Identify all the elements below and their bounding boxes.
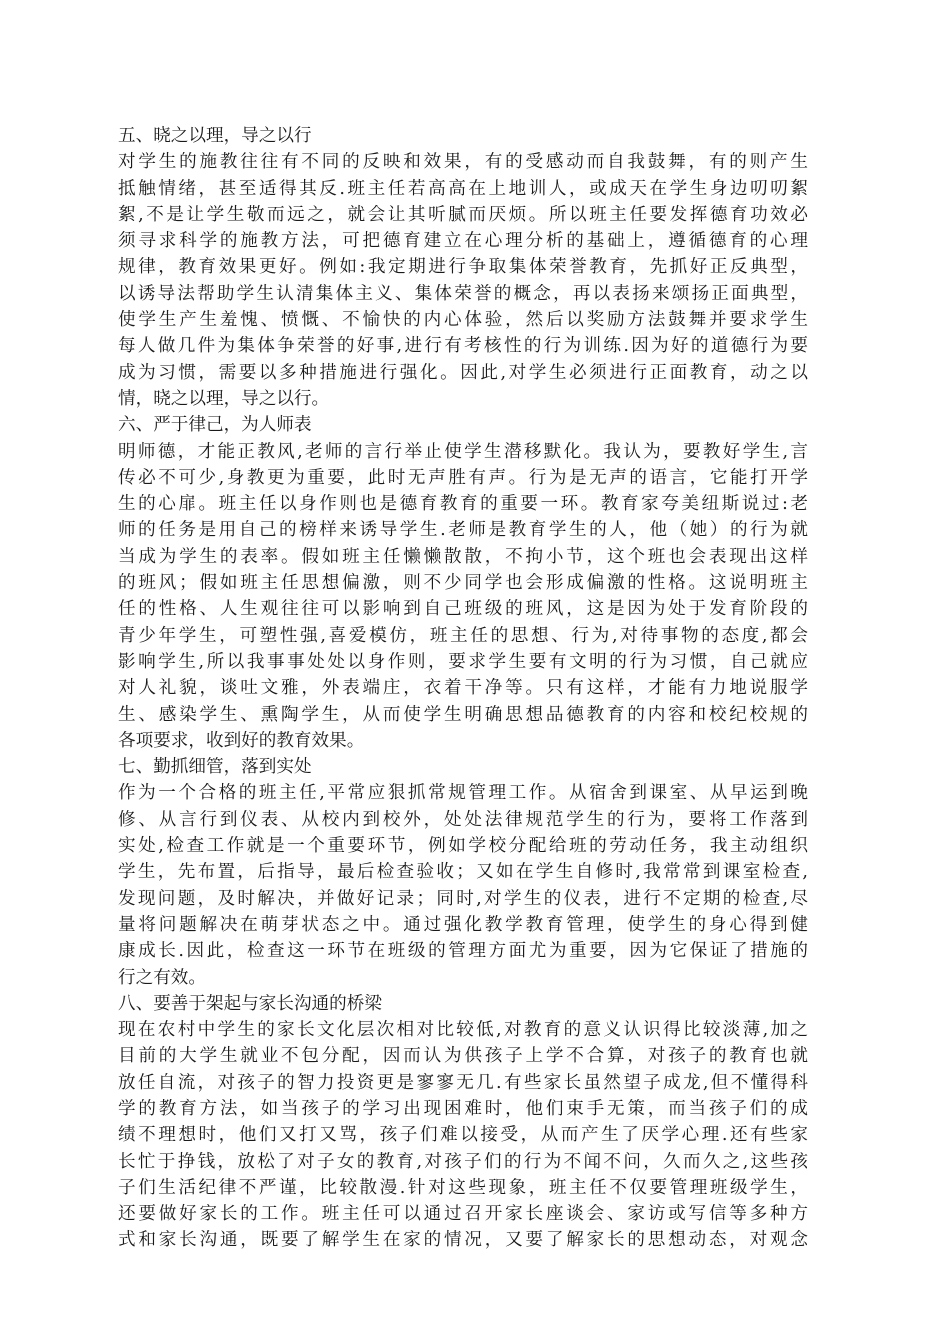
paragraph-line: 现在农村中学生的家长文化层次相对比较低,对教育的意义认识得比较淡薄,加之 xyxy=(118,1020,808,1041)
paragraph-line: 康成长.因此，检查这一环节在班级的管理方面尤为重要，因为它保证了措施的 xyxy=(118,941,808,962)
section-heading: 八、要善于架起与家长沟通的桥梁 xyxy=(118,993,382,1014)
paragraph-line: 须寻求科学的施教方法，可把德育建立在心理分析的基础上，遵循德育的心理 xyxy=(118,231,808,252)
document-body xyxy=(118,123,808,1254)
paragraph-line: 情，晓之以理，导之以行。 xyxy=(118,388,330,409)
paragraph-line: 师的任务是用自己的榜样来诱导学生.老师是教育学生的人，他（她）的行为就 xyxy=(118,520,808,541)
paragraph-line: 还要做好家长的工作。班主任可以通过召开家长座谈会、家访或写信等多种方 xyxy=(118,1204,808,1225)
paragraph-line: 规律，教育效果更好。例如:我定期进行争取集体荣誉教育，先抓好正反典型， xyxy=(118,257,808,278)
paragraph-line: 长忙于挣钱，放松了对子女的教育,对孩子们的行为不闻不问，久而久之,这些孩 xyxy=(118,1151,808,1172)
paragraph-line: 放任自流，对孩子的智力投资更是寥寥无几.有些家长虽然望子成龙,但不懂得科 xyxy=(118,1072,808,1093)
section-6 xyxy=(118,412,808,754)
paragraph-line: 对学生的施教往往有不同的反映和效果，有的受感动而自我鼓舞，有的则产生 xyxy=(118,152,808,173)
paragraph-line: 絮,不是让学生敬而远之，就会让其听腻而厌烦。所以班主任要发挥德育功效必 xyxy=(118,204,808,225)
paragraph-line: 绩不理想时，他们又打又骂，孩子们难以接受，从而产生了厌学心理.还有些家 xyxy=(118,1125,808,1146)
paragraph-line: 量将问题解决在萌芽状态之中。通过强化教学教育管理，使学生的身心得到健 xyxy=(118,914,808,935)
paragraph-line: 发现问题，及时解决，并做好记录；同时,对学生的仪表，进行不定期的检查,尽 xyxy=(118,888,808,909)
section-heading: 六、严于律己，为人师表 xyxy=(118,415,312,436)
section-8 xyxy=(118,991,808,1254)
section-heading: 五、晓之以理，导之以行 xyxy=(118,126,312,146)
paragraph-line: 传必不可少,身教更为重要，此时无声胜有声。行为是无声的语言，它能打开学 xyxy=(118,467,808,488)
paragraph-line: 行之有效。 xyxy=(118,967,206,988)
paragraph-line: 学的教育方法，如当孩子的学习出现困难时，他们束手无策，而当孩子们的成 xyxy=(118,1098,808,1119)
paragraph-line: 对人礼貌，谈吐文雅，外表端庄，衣着干净等。只有这样，才能有力地说服学 xyxy=(118,678,808,699)
section-5 xyxy=(118,123,808,412)
paragraph-line: 作为一个合格的班主任,平常应狠抓常规管理工作。从宿舍到课室、从早运到晚 xyxy=(118,783,808,804)
paragraph-line: 任的性格、人生观往往可以影响到自己班级的班风，这是因为处于发育阶段的 xyxy=(118,599,808,620)
paragraph-line: 生、感染学生、熏陶学生，从而使学生明确思想品德教育的内容和校纪校规的 xyxy=(118,704,808,725)
paragraph-line: 使学生产生羞愧、愤慨、不愉快的内心体验，然后以奖励方法鼓舞并要求学生 xyxy=(118,310,808,331)
section-heading: 七、勤抓细管，落到实处 xyxy=(118,757,312,778)
paragraph-line: 成为习惯，需要以多种措施进行强化。因此,对学生必须进行正面教育，动之以 xyxy=(118,362,808,383)
paragraph-line: 式和家长沟通，既要了解学生在家的情况，又要了解家长的思想动态，对观念 xyxy=(118,1230,808,1251)
paragraph-line: 目前的大学生就业不包分配，因而认为供孩子上学不合算，对孩子的教育也就 xyxy=(118,1046,808,1067)
paragraph-line: 的班风；假如班主任思想偏激，则不少同学也会形成偏激的性格。这说明班主 xyxy=(118,573,808,594)
paragraph-line: 当成为学生的表率。假如班主任懒懒散散，不拘小节，这个班也会表现出这样 xyxy=(118,546,808,567)
paragraph-line: 影响学生,所以我事事处处以身作则，要求学生要有文明的行为习惯，自己就应 xyxy=(118,651,808,672)
paragraph-line: 青少年学生，可塑性强,喜爱模仿，班主任的思想、行为,对待事物的态度,都会 xyxy=(118,625,808,646)
paragraph-line: 各项要求，收到好的教育效果。 xyxy=(118,730,365,751)
paragraph-line: 实处,检查工作就是一个重要环节，例如学校分配给班的劳动任务，我主动组织 xyxy=(118,836,808,857)
paragraph-line: 每人做几件为集体争荣誉的好事,进行有考核性的行为训练.因为好的道德行为要 xyxy=(118,336,808,357)
paragraph-line: 学生，先布置，后指导，最后检查验收；又如在学生自修时,我常常到课室检查, xyxy=(118,862,808,883)
paragraph-line: 以诱导法帮助学生认清集体主义、集体荣誉的概念，再以表扬来颂扬正面典型， xyxy=(118,283,808,304)
paragraph-line: 明师德，才能正教风,老师的言行举止使学生潜移默化。我认为，要教好学生,言 xyxy=(118,441,808,462)
paragraph-line: 修、从言行到仪表、从校内到校外，处处法律规范学生的行为，要将工作落到 xyxy=(118,809,808,830)
paragraph-line: 生的心扉。班主任以身作则也是德育教育的重要一环。教育家夸美纽斯说过:老 xyxy=(118,494,808,515)
paragraph-line: 抵触情绪，甚至适得其反.班主任若高高在上地训人，或成天在学生身边叨叨絮 xyxy=(118,178,808,199)
paragraph-line: 子们生活纪律不严谨，比较散漫.针对这些现象，班主任不仅要管理班级学生， xyxy=(118,1177,808,1198)
section-7 xyxy=(118,754,808,991)
